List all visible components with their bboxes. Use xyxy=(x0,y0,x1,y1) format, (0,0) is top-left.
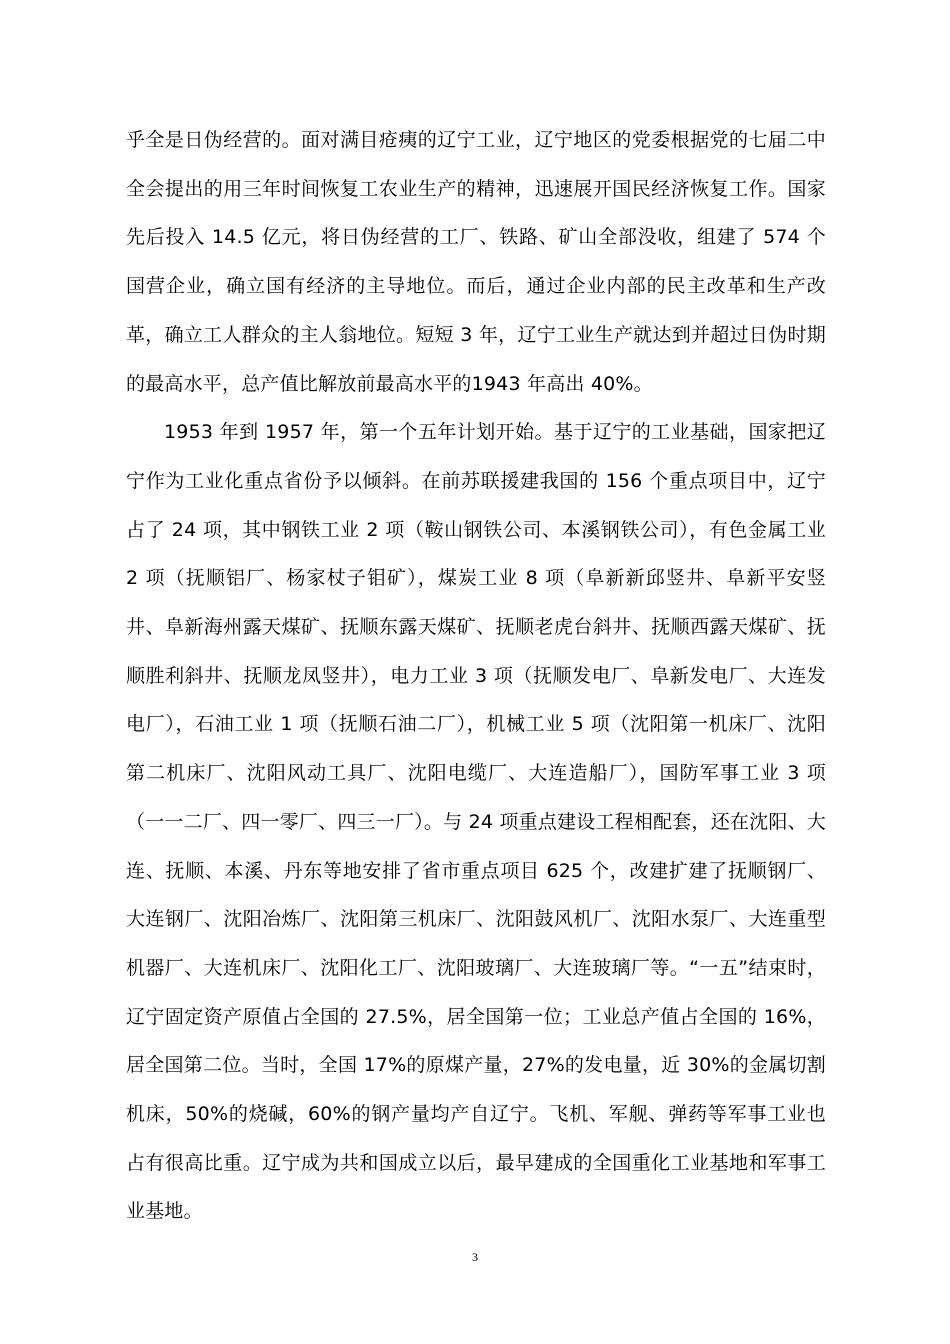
paragraph-continuation: 乎全是日伪经营的。面对满目疮痍的辽宁工业，辽宁地区的党委根据党的七届二中全会提出的用三年时间恢复工农业生产的精神，迅速展开国民经济恢复工作。国家先后投入 14.5 亿元，将日伪经营的工厂、铁路、矿山全部没收，组建了 574 个国营企业，确立国有经济的主导地位。而后，通过企业内部的民主改革和生产改革，确立工人群众的主人翁地位。短短 3 年，辽宁工业生产就达到并超过日伪时期的最高水平，总产值比解放前最高水平的1943 年高出 40%。 xyxy=(126,129,826,395)
document-body xyxy=(126,116,826,1236)
page-number: 3 xyxy=(472,1250,478,1264)
paragraph-first-five-year-plan: 1953 年到 1957 年，第一个五年计划开始。基于辽宁的工业基础，国家把辽宁作为工业化重点省份予以倾斜。在前苏联援建我国的 156 个重点项目中，辽宁占了 24 项，其中钢铁工业 2 项（鞍山钢铁公司、本溪钢铁公司），有色金属工业 2 项（抚顺铝厂、杨家杖子钼矿），煤炭工业 8 项（阜新新邱竖井、阜新平安竖井、阜新海州露天煤矿、抚顺东露天煤矿、抚顺老虎台斜井、抚顺西露天煤矿、抚顺胜利斜井、抚顺龙凤竖井），电力工业 3 项（抚顺发电厂、阜新发电厂、大连发电厂），石油工业 1 项（抚顺石油二厂），机械工业 5 项（沈阳第一机床厂、沈阳第二机床厂、沈阳风动工具厂、沈阳电缆厂、大连造船厂），国防军事工业 3 项（一一二厂、四一零厂、四三一厂）。与 24 项重点建设工程相配套，还在沈阳、大连、抚顺、本溪、丹东等地安排了省市重点项目 625 个，改建扩建了抚顺钢厂、大连钢厂、沈阳冶炼厂、沈阳第三机床厂、沈阳鼓风机厂、沈阳水泵厂、大连重型机器厂、大连机床厂、沈阳化工厂、沈阳玻璃厂、大连玻璃厂等。“一五”结束时，辽宁固定资产原值占全国的 27.5%，居全国第一位；工业总产值占全国的 16%，居全国第二位。当时，全国 17%的原煤产量，27%的发电量，近 30%的金属切割机床，50%的烧碱，60%的钢产量均产自辽宁。飞机、军舰、弹药等军事工业也占有很高比重。辽宁成为共和国成立以后，最早建成的全国重化工业基地和军事工业基地。 xyxy=(126,421,826,1223)
